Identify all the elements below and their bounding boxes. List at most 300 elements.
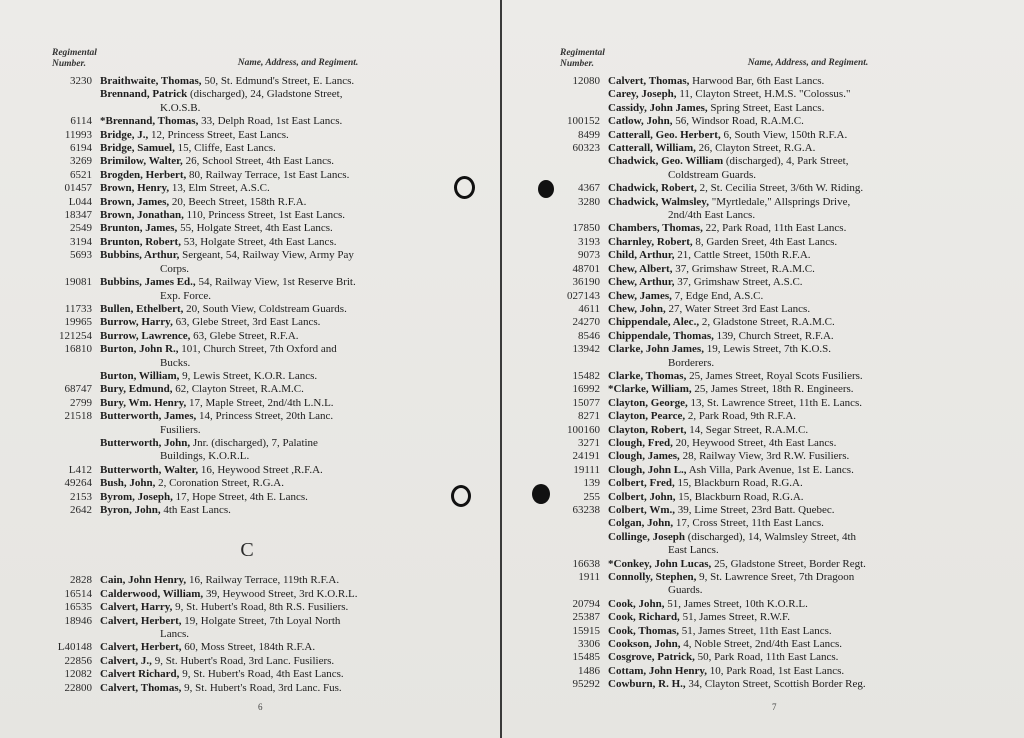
regimental-number: 2642: [70, 504, 92, 516]
roll-entry: [560, 316, 994, 329]
soldier-name: Cowburn, R. H.,: [608, 678, 686, 691]
address-regiment: 27, Water Street 3rd East Lancs.: [665, 302, 811, 315]
address-regiment: 19, Lewis Street, 7th K.O.S.: [703, 343, 832, 356]
address-regiment: 63, Glebe Street, 3rd East Lancs.: [172, 316, 321, 329]
roll-entry: [52, 290, 482, 303]
regimental-number: 8271: [578, 410, 600, 423]
roll-entry: [52, 504, 482, 517]
roll-entry: [560, 209, 994, 222]
roll-entry: [52, 574, 482, 587]
regimental-number: 63238: [572, 504, 600, 516]
roll-entry: [560, 290, 994, 303]
address-regiment: 9, St. Hubert's Road, 3rd Lanc. Fusiliers.: [151, 654, 335, 667]
address-regiment: 50, St. Edmund's Street, E. Lancs.: [201, 75, 355, 87]
soldier-name: Chew, James,: [608, 289, 672, 302]
binding-hole-icon: [454, 176, 475, 199]
entry-text: [100, 641, 482, 654]
regimental-number: L40148: [57, 641, 92, 654]
soldier-name: Clarke, Thomas,: [608, 369, 687, 382]
roll-entry: [560, 222, 994, 235]
section-letter-c: C: [240, 539, 254, 562]
soldier-name: Brogden, Herbert,: [100, 168, 187, 181]
entry-text: [608, 491, 994, 504]
roll-entry: [560, 357, 994, 370]
address-regiment: 37, Grimshaw Street, R.A.M.C.: [672, 262, 815, 275]
entry-text: [608, 410, 994, 423]
soldier-name: Brunton, James,: [100, 222, 178, 235]
soldier-name: Bubbins, Arthur,: [100, 249, 180, 262]
roll-entry: [52, 437, 482, 450]
entry-text: [100, 682, 482, 695]
entry-text: [100, 370, 482, 383]
entry-text: [608, 276, 994, 289]
address-regiment: Harwood Bar, 6th East Lancs.: [689, 75, 825, 87]
roll-entry: [52, 655, 482, 668]
address-regiment: 20, Beech Street, 158th R.F.A.: [169, 195, 307, 208]
regimental-number: [560, 88, 608, 101]
regimental-number: 4611: [578, 302, 600, 315]
regimental-number: 11993: [64, 128, 92, 141]
address-regiment: Lancs.: [160, 628, 190, 641]
address-regiment: 9, Lewis Street, K.O.R. Lancs.: [179, 369, 318, 382]
address-regiment: 17, Maple Street, 2nd/4th L.N.L.: [186, 396, 334, 409]
soldier-name: Catterall, William,: [608, 142, 696, 155]
entry-text: [608, 222, 994, 235]
soldier-name: Clough, Fred,: [608, 436, 673, 449]
entry-text: [100, 424, 482, 437]
entry-text: [100, 668, 482, 681]
entry-text: [608, 182, 994, 195]
address-regiment: 12, Princess Street, East Lancs.: [148, 128, 289, 141]
address-regiment: 20, Heywood Street, 4th East Lancs.: [672, 436, 837, 449]
entry-text: [100, 142, 482, 155]
soldier-name: Bubbins, James Ed.,: [100, 276, 196, 289]
regimental-number: 60323: [572, 142, 600, 155]
roll-entry: [560, 504, 994, 517]
entry-text: [608, 263, 994, 276]
address-regiment: 62, Clayton Street, R.A.M.C.: [172, 383, 304, 396]
entry-text: [608, 236, 994, 249]
soldier-name: Chew, Albert,: [608, 262, 673, 275]
roll-entry: [560, 598, 994, 611]
soldier-name: Calvert, Herbert,: [100, 614, 182, 627]
entry-text: [608, 450, 994, 463]
regimental-number: 20794: [572, 597, 600, 610]
regimental-number: 3230: [70, 75, 92, 87]
entry-text: [608, 383, 994, 396]
page-number: 7: [772, 702, 777, 712]
regimental-number: 13942: [572, 343, 600, 356]
soldier-name: Bridge, Samuel,: [100, 142, 175, 155]
entry-text: [100, 75, 482, 88]
roll-entry: [560, 531, 994, 544]
regimental-number: [560, 102, 608, 115]
roll-entry: [52, 615, 482, 628]
soldier-name: Catterall, Geo. Herbert,: [608, 128, 721, 141]
regimental-number: 19965: [64, 316, 92, 329]
entry-text: [608, 330, 994, 343]
entry-text: [100, 249, 482, 262]
regimental-number: 16535: [64, 601, 92, 614]
address-regiment: Guards.: [668, 584, 703, 597]
address-regiment: 51, James Street, 11th East Lancs.: [679, 624, 832, 637]
address-regiment: 54, Railway View, 1st Reserve Brit.: [195, 276, 356, 289]
regimental-number: 8546: [578, 329, 600, 342]
roll-entry: [52, 450, 482, 463]
soldier-name: Calvert, Thomas,: [608, 75, 690, 87]
address-regiment: (discharged), 14, Walmsley Street, 4th: [685, 530, 857, 543]
regimental-number: 16810: [64, 343, 92, 356]
entry-text: [100, 615, 482, 628]
regimental-number: 2153: [70, 490, 92, 503]
roll-entry: [52, 601, 482, 614]
regimental-number: 18946: [64, 614, 92, 627]
roll-entry: [560, 303, 994, 316]
address-regiment: Corps.: [160, 262, 190, 275]
soldier-name: Byrom, Joseph,: [100, 490, 173, 503]
binding-hole-icon: [538, 180, 554, 198]
entry-text: [100, 343, 482, 356]
regimental-number: [560, 209, 608, 222]
address-regiment: 50, Park Road, 11th East Lancs.: [694, 651, 839, 664]
address-regiment: 39, Heywood Street, 3rd K.O.R.L.: [203, 587, 358, 600]
roll-entry: [560, 544, 994, 557]
entry-text: [608, 115, 994, 128]
entry-text: [100, 303, 482, 316]
entry-text: [100, 601, 482, 614]
roll-entry: [52, 303, 482, 316]
regimental-number: 139: [583, 477, 600, 490]
address-regiment: 13, St. Lawrence Street, 11th E. Lancs.: [687, 396, 863, 409]
roll-entry: [52, 628, 482, 641]
entry-text: [608, 129, 994, 142]
regimental-number: 1911: [578, 571, 600, 584]
address-regiment: 22, Park Road, 11th East Lancs.: [702, 222, 847, 235]
address-regiment: Jnr. (discharged), 7, Palatine: [190, 436, 318, 449]
entry-text: [100, 290, 482, 303]
soldier-name: Catlow, John,: [608, 115, 673, 128]
regimental-number-header: Regimental Number.: [560, 48, 605, 69]
address-regiment: 56, Windsor Road, R.A.M.C.: [672, 115, 804, 128]
regimental-number: 22800: [64, 681, 92, 694]
soldier-name: Brunton, Robert,: [100, 235, 181, 248]
soldier-name: Chambers, Thomas,: [608, 222, 703, 235]
page-number: 6: [258, 702, 263, 712]
address-regiment: 15, Blackburn Road, R.G.A.: [675, 490, 804, 503]
roll-entry: [560, 625, 994, 638]
soldier-name: Colgan, John,: [608, 517, 674, 530]
entry-text: [100, 88, 482, 101]
roll-entry: [52, 424, 482, 437]
entry-text: [608, 196, 994, 209]
regimental-number: [52, 102, 100, 115]
address-regiment: 8, Garden Sreet, 4th East Lancs.: [692, 235, 838, 248]
regimental-number: [52, 357, 100, 370]
regimental-number: 95292: [572, 678, 600, 691]
address-regiment: 60, Moss Street, 184th R.F.A.: [181, 641, 316, 654]
soldier-name: Burrow, Lawrence,: [100, 329, 191, 342]
address-regiment: 2, Gladstone Street, R.A.M.C.: [699, 316, 835, 329]
address-regiment: 17, Cross Street, 11th East Lancs.: [673, 517, 824, 530]
regimental-number: 15915: [572, 624, 600, 637]
roll-entry: [52, 182, 482, 195]
address-regiment: 139, Church Street, R.F.A.: [713, 329, 834, 342]
regimental-number: 1486: [578, 664, 600, 677]
soldier-name: Cook, John,: [608, 597, 665, 610]
address-regiment: 63, Glebe Street, R.F.A.: [190, 329, 299, 342]
binding-hole-icon: [532, 484, 550, 504]
binding-hole-icon: [451, 485, 471, 507]
address-regiment: 25, James Street, 18th R. Engineers.: [691, 383, 854, 396]
soldier-name: Butterworth, John,: [100, 436, 191, 449]
regimental-number: [52, 424, 100, 437]
roll-entry: [52, 477, 482, 490]
entry-text: [608, 611, 994, 624]
roll-entry: [560, 263, 994, 276]
entry-text: [608, 397, 994, 410]
address-regiment: 16, Heywood Street ,R.F.A.: [198, 463, 323, 476]
soldier-name: Bush, John,: [100, 477, 156, 490]
soldier-name: *Brennand, Thomas,: [100, 115, 199, 128]
regimental-number: [560, 357, 608, 370]
entry-text: [608, 169, 994, 182]
roll-entry: [560, 464, 994, 477]
soldier-name: Calvert, Herbert,: [100, 641, 182, 654]
address-regiment: 26, Clayton Street, R.G.A.: [695, 142, 816, 155]
soldier-name: Colbert, Fred,: [608, 477, 675, 490]
address-regiment: Exp. Force.: [160, 289, 212, 302]
entry-text: [608, 544, 994, 557]
roll-entry: [560, 638, 994, 651]
roll-entry: [52, 491, 482, 504]
roll-entry: [560, 584, 994, 597]
soldier-name: Burrow, Harry,: [100, 316, 173, 329]
address-regiment: 55, Holgate Street, 4th East Lancs.: [177, 222, 333, 235]
address-regiment: 110, Princess Street, 1st East Lancs.: [183, 209, 346, 222]
regimental-number: 15485: [572, 651, 600, 664]
entry-text: [608, 477, 994, 490]
soldier-name: Clayton, Robert,: [608, 423, 687, 436]
roll-entry: [560, 182, 994, 195]
left-page: [0, 0, 502, 738]
regimental-number: 3280: [578, 195, 600, 208]
entry-text: [100, 655, 482, 668]
address-regiment: 11, Clayton Street, H.M.S. "Colossus.": [676, 88, 851, 101]
soldier-name: Calvert Richard,: [100, 668, 180, 681]
entry-text: [608, 343, 994, 356]
regimental-number: 6194: [70, 142, 92, 155]
regimental-number: 01457: [64, 182, 92, 195]
entry-text: [608, 558, 994, 571]
regimental-number: 2549: [70, 222, 92, 235]
address-regiment: 37, Grimshaw Street, A.S.C.: [674, 276, 803, 289]
address-regiment: 13, Elm Street, A.S.C.: [169, 182, 270, 195]
soldier-name: Chew, Arthur,: [608, 276, 675, 289]
regimental-number: 15077: [572, 396, 600, 409]
entry-text: [100, 330, 482, 343]
entry-text: [100, 491, 482, 504]
entry-text: [608, 316, 994, 329]
roll-entry: [560, 651, 994, 664]
soldier-name: Colbert, Wm.,: [608, 504, 676, 516]
address-regiment: Bucks.: [160, 356, 191, 369]
soldier-name: Clough, James,: [608, 450, 680, 463]
soldier-name: Clarke, John James,: [608, 343, 704, 356]
regimental-number: 12082: [64, 668, 92, 681]
entry-text: [100, 450, 482, 463]
roll-entry: [560, 437, 994, 450]
entry-text: [100, 504, 482, 517]
entry-text: [100, 316, 482, 329]
soldier-name: Bullen, Ethelbert,: [100, 302, 184, 315]
roll-entry: [52, 330, 482, 343]
regimental-number: 18347: [64, 209, 92, 222]
column-header: [560, 42, 994, 70]
entry-text: [100, 222, 482, 235]
regimental-number: [560, 517, 608, 530]
roll-entry: [560, 424, 994, 437]
regimental-number: 15482: [572, 369, 600, 382]
regimental-number: L412: [68, 463, 92, 476]
entry-text: [100, 628, 482, 641]
soldier-name: Bury, Edmund,: [100, 383, 173, 396]
address-regiment: 10, Park Road, 1st East Lancs.: [707, 664, 845, 677]
roll-entry: [560, 155, 994, 168]
address-regiment: East Lancs.: [668, 544, 719, 557]
soldier-name: Braithwaite, Thomas,: [100, 75, 202, 87]
soldier-name: Byron, John,: [100, 504, 161, 516]
address-regiment: 9, St. Hubert's Road, 4th East Lancs.: [179, 668, 344, 681]
entry-text: [100, 129, 482, 142]
address-regiment: 4, Noble Street, 2nd/4th East Lancs.: [680, 638, 843, 651]
entry-text: [100, 464, 482, 477]
regimental-number: 6521: [70, 168, 92, 181]
roll-entry: [52, 102, 482, 115]
entry-text: [608, 102, 994, 115]
address-regiment: 15, Cliffe, East Lancs.: [174, 142, 276, 155]
roll-entry: [52, 263, 482, 276]
regimental-number: 24270: [572, 316, 600, 329]
entry-text: [608, 464, 994, 477]
regimental-number: [560, 155, 608, 168]
entry-text: [608, 424, 994, 437]
soldier-name: Burton, John R.,: [100, 343, 179, 356]
address-regiment: Fusiliers.: [160, 423, 201, 436]
soldier-name: Chadwick, Robert,: [608, 182, 697, 195]
entry-text: [100, 588, 482, 601]
address-regiment: 25, Gladstone Street, Border Regt.: [711, 557, 866, 570]
roll-entry: [560, 169, 994, 182]
address-regiment: 101, Church Street, 7th Oxford and: [178, 343, 337, 356]
address-regiment: 4th East Lancs.: [160, 504, 231, 516]
entry-text: [608, 678, 994, 691]
entry-list-c: [52, 574, 482, 695]
address-regiment: K.O.S.B.: [160, 101, 201, 114]
name-address-header: Name, Address, and Regiment.: [747, 58, 869, 68]
regimental-number: 68747: [64, 383, 92, 396]
address-regiment: 53, Holgate Street, 4th East Lancs.: [180, 235, 337, 248]
regimental-number: 11733: [64, 302, 92, 315]
entry-text: [608, 155, 994, 168]
entry-text: [100, 437, 482, 450]
roll-entry: [52, 316, 482, 329]
entry-text: [100, 209, 482, 222]
soldier-name: Calderwood, William,: [100, 587, 204, 600]
entry-text: [608, 370, 994, 383]
address-regiment: 80, Railway Terrace, 1st East Lancs.: [186, 168, 350, 181]
roll-entry: [52, 383, 482, 396]
soldier-name: Butterworth, James,: [100, 410, 197, 423]
regimental-number: 21518: [64, 410, 92, 423]
soldier-name: Cosgrove, Patrick,: [608, 651, 695, 664]
roll-entry: [52, 410, 482, 423]
address-regiment: 2, Park Road, 9th R.F.A.: [685, 410, 797, 423]
roll-entry: [52, 222, 482, 235]
regimental-number: 4367: [578, 182, 600, 195]
soldier-name: Brown, Jonathan,: [100, 209, 184, 222]
roll-entry: [560, 370, 994, 383]
roll-entry: [52, 641, 482, 654]
column-header: [52, 42, 482, 70]
regimental-number: [52, 263, 100, 276]
regimental-number: 16514: [64, 587, 92, 600]
roll-entry: [560, 276, 994, 289]
soldier-name: Chippendale, Thomas,: [608, 329, 714, 342]
address-regiment: 17, Hope Street, 4th E. Lancs.: [172, 490, 308, 503]
roll-entry: [52, 682, 482, 695]
address-regiment: 6, South View, 150th R.F.A.: [720, 128, 848, 141]
address-regiment: 15, Blackburn Road, R.G.A.: [674, 477, 803, 490]
regimental-number: 8499: [578, 128, 600, 141]
roll-entry: [560, 678, 994, 691]
entry-text: [100, 196, 482, 209]
roll-entry: [560, 88, 994, 101]
roll-entry: [560, 410, 994, 423]
soldier-name: Child, Arthur,: [608, 249, 675, 262]
soldier-name: Cook, Richard,: [608, 611, 680, 624]
address-regiment: 20, South View, Coldstream Guards.: [183, 302, 347, 315]
regimental-number: 027143: [567, 289, 600, 302]
roll-entry: [560, 129, 994, 142]
address-regiment: 2nd/4th East Lancs.: [668, 209, 756, 222]
entry-text: [608, 249, 994, 262]
roll-entry: [560, 102, 994, 115]
soldier-name: Clough, John L.,: [608, 463, 687, 476]
regimental-number: [560, 531, 608, 544]
roll-entry: [52, 397, 482, 410]
entry-text: [100, 383, 482, 396]
entry-text: [608, 88, 994, 101]
address-regiment: 39, Lime Street, 23rd Batt. Quebec.: [675, 504, 835, 516]
soldier-name: Bury, Wm. Henry,: [100, 396, 187, 409]
entry-text: [100, 115, 482, 128]
roll-entry: [52, 236, 482, 249]
address-regiment: 9, St. Lawrence Sreet, 7th Dragoon: [696, 571, 855, 584]
roll-entry: [560, 665, 994, 678]
regimental-number: 3269: [70, 155, 92, 168]
roll-entry: [52, 209, 482, 222]
soldier-name: Cassidy, John James,: [608, 101, 708, 114]
regimental-number: 22856: [64, 654, 92, 667]
address-regiment: 9, St. Hubert's Road, 8th R.S. Fusiliers.: [172, 601, 349, 614]
address-regiment: 14, Princess Street, 20th Lanc.: [196, 410, 334, 423]
roll-entry: [560, 477, 994, 490]
roll-entry: [560, 115, 994, 128]
soldier-name: *Clarke, William,: [608, 383, 692, 396]
roll-entry: [560, 196, 994, 209]
roll-entry: [52, 343, 482, 356]
regimental-number: 9073: [578, 249, 600, 262]
